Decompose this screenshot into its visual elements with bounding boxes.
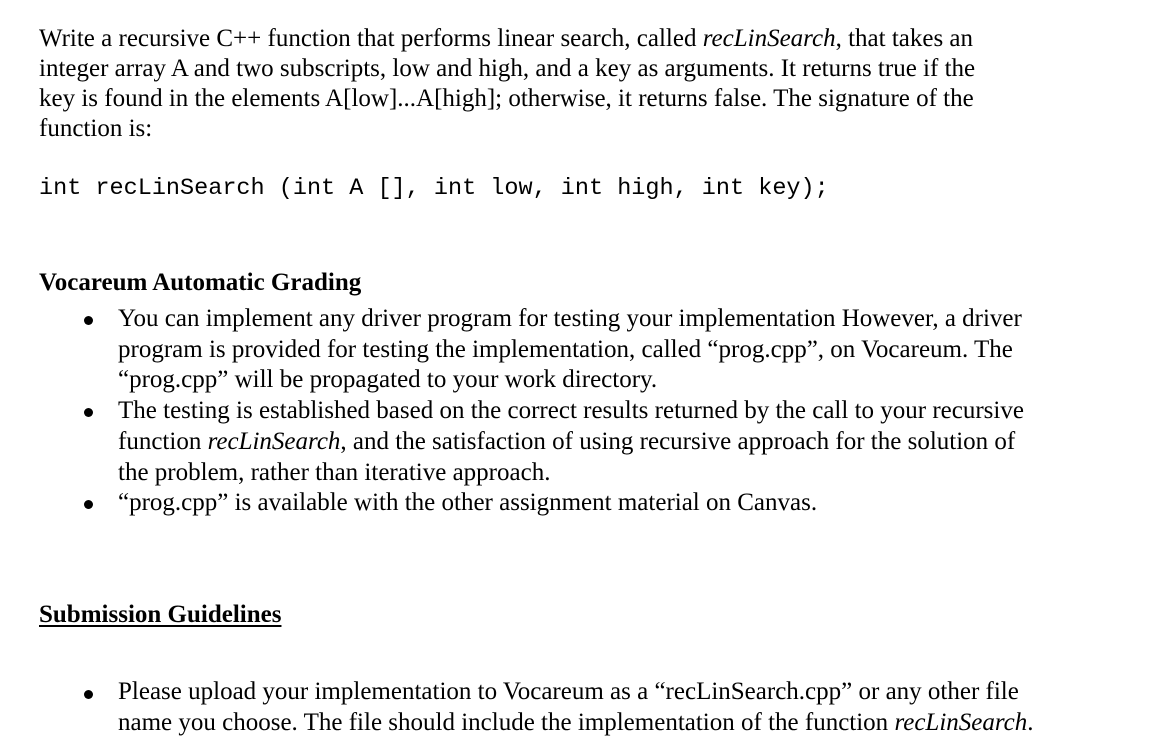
bullet-icon <box>84 690 93 699</box>
bullet-icon <box>84 316 93 325</box>
list-item: “prog.cpp” is available with the other assignment material on Canvas. <box>39 488 1139 519</box>
bullet-icon <box>84 500 93 509</box>
bullet-icon <box>84 408 93 417</box>
function-name-emphasis: recLinSearch <box>702 25 836 52</box>
intro-paragraph <box>39 24 1139 144</box>
submission-heading: Submission Guidelines <box>39 601 282 628</box>
function-name-emphasis: recLinSearch <box>207 427 341 455</box>
intro-line: function is: <box>39 115 153 142</box>
assignment-document <box>39 24 1139 736</box>
intro-line: integer array A and two subscripts, low and high, and a key as arguments. It returns true if the <box>39 55 976 82</box>
function-signature-code: int recLinSearch (int A [], int low, int high, int key); <box>39 175 829 202</box>
grading-heading: Vocareum Automatic Grading <box>39 269 362 296</box>
list-item: The testing is established based on the correct results returned by the call to your recursive function recLinSearch, and the satisfaction of using recursive approach for the solution of the problem, rather than iterative approach. <box>39 396 1139 488</box>
submission-list <box>39 677 1139 738</box>
list-item: Please upload your implementation to Vocareum as a “recLinSearch.cpp” or any other file name you choose. The file should include the implementation of the function recLinSearch. <box>39 677 1139 738</box>
function-name-emphasis: recLinSearch <box>894 708 1028 736</box>
intro-line: key is found in the elements A[low]...A[high]; otherwise, it returns false. The signature of the <box>39 85 974 112</box>
grading-list <box>39 304 1139 519</box>
intro-line: Write a recursive C++ function that performs linear search, called recLinSearch, that takes an <box>39 25 974 52</box>
list-item: You can implement any driver program for testing your implementation However, a driver program is provided for testing the implementation, called “prog.cpp”, on Vocareum. The “prog.cpp” will be propagated to your work directory. <box>39 304 1139 396</box>
